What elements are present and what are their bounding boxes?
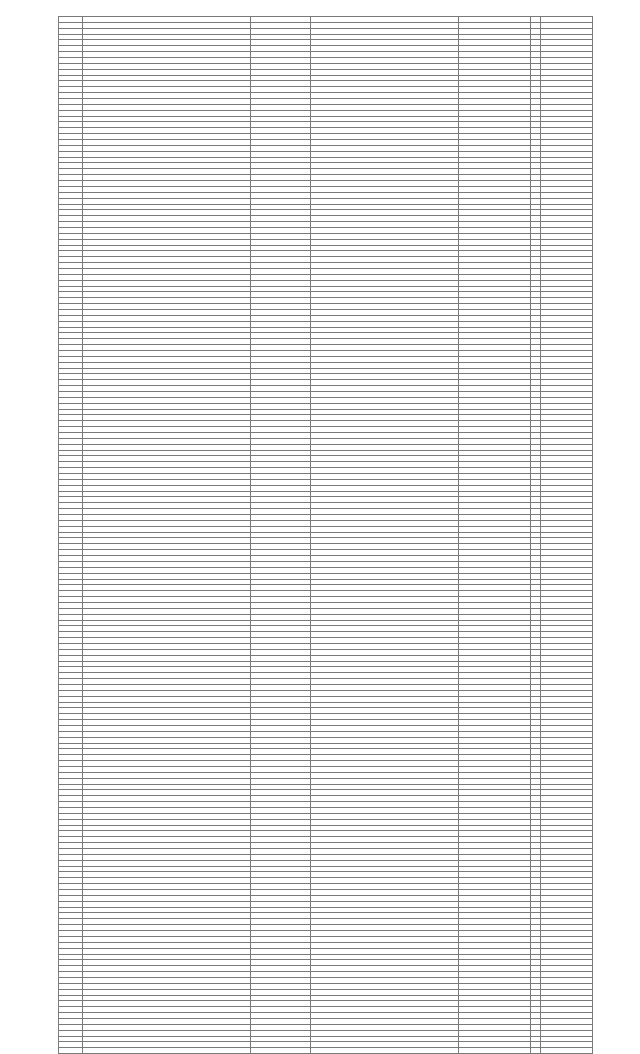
- registry-table: [58, 16, 593, 1054]
- cell-work-type: [311, 1048, 459, 1054]
- table-row: [59, 1048, 593, 1054]
- cell-year: [251, 1048, 311, 1054]
- cell-amount: [541, 1048, 593, 1054]
- cell-extra: [459, 1048, 531, 1054]
- cell-plan-year: [531, 1048, 541, 1054]
- cell-number: [59, 1048, 83, 1054]
- cell-address: [83, 1048, 251, 1054]
- registry-sheet: [58, 16, 592, 1054]
- registry-body: [59, 17, 593, 1054]
